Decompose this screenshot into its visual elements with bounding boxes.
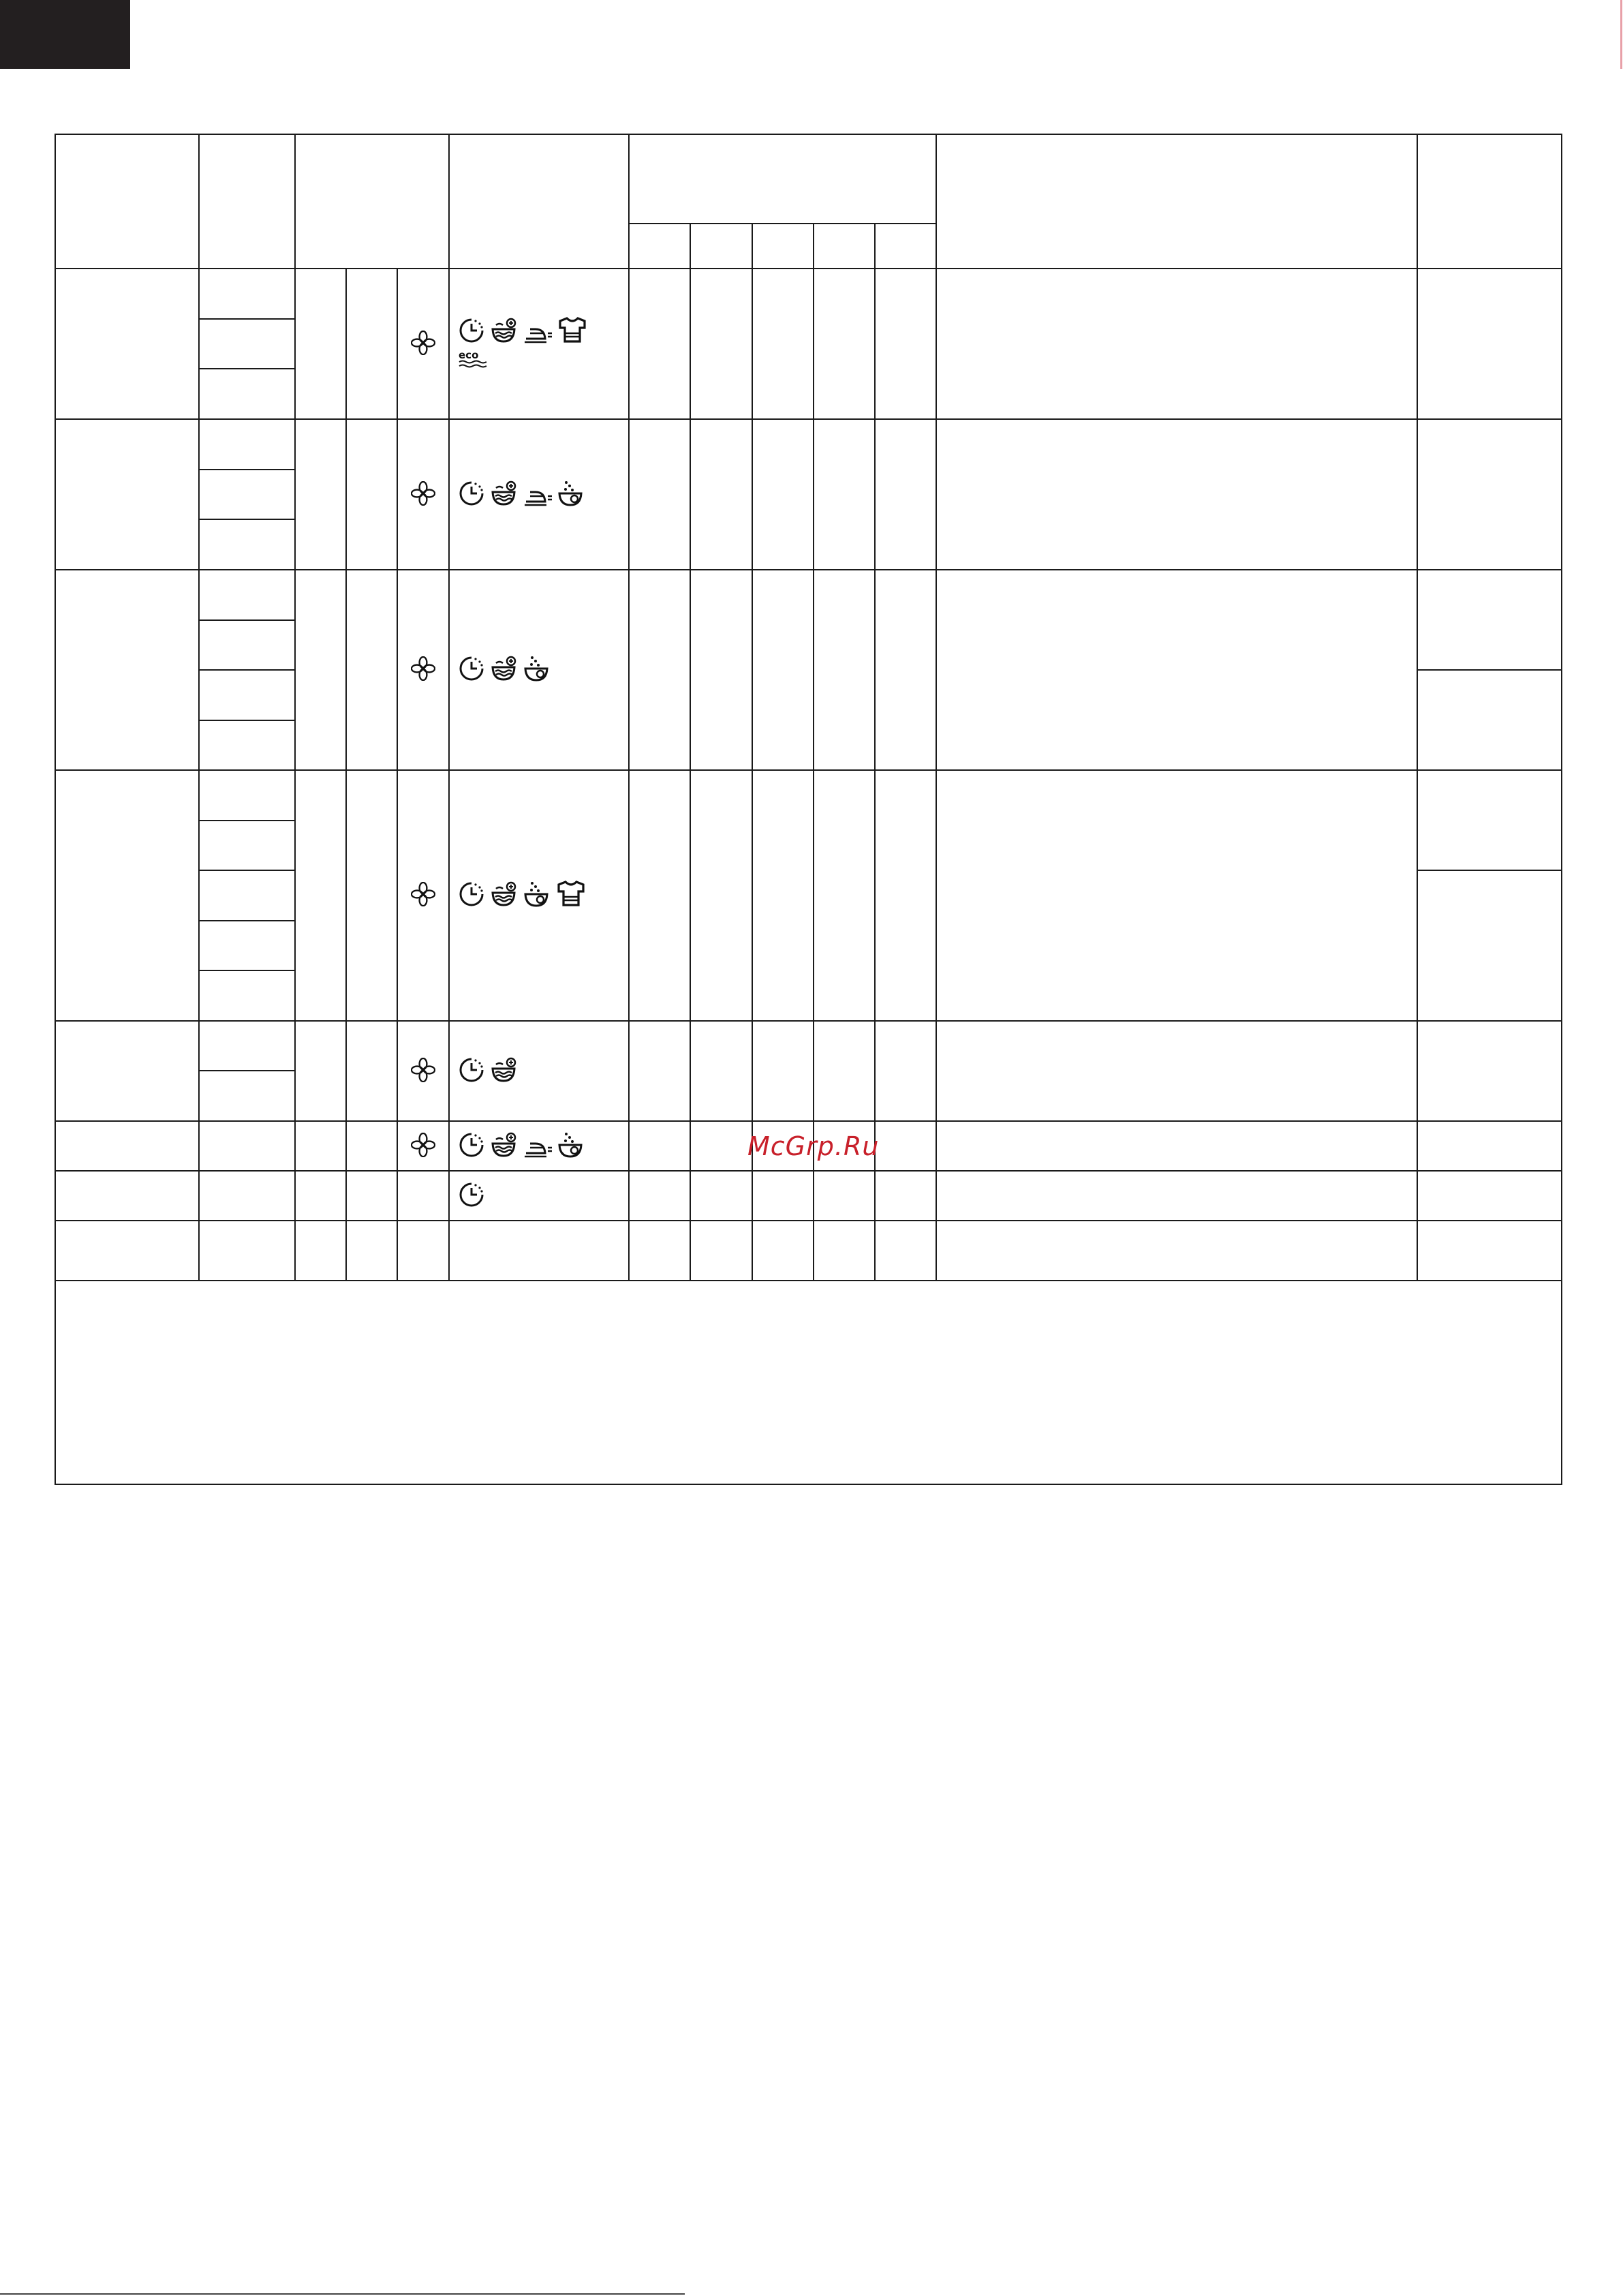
spin-cell: [752, 570, 814, 770]
detergent-cell: [346, 269, 397, 419]
spin-cell: [629, 570, 690, 770]
program-cell: [55, 770, 199, 1021]
temp-cell: [199, 570, 295, 620]
temp-cell: [199, 720, 295, 770]
description-cell: [936, 1021, 1417, 1121]
temp-cell: [199, 1121, 295, 1171]
option-icons: [458, 480, 621, 510]
detergent-cell: [295, 570, 346, 770]
watermark: McGrp.Ru: [747, 1131, 880, 1161]
spin-cell: [629, 1221, 690, 1281]
spin-cell: [875, 570, 936, 770]
detergent-cell: [295, 770, 346, 1021]
detergent-cell: [346, 570, 397, 770]
spin-cell: [690, 419, 752, 570]
detergent-cell: [295, 1021, 346, 1121]
option-icons: [458, 881, 621, 910]
detergent-cell: [346, 419, 397, 570]
temp-cell: [199, 419, 295, 470]
program-cell: [55, 1221, 199, 1281]
load-cell: [1417, 570, 1562, 670]
spin-cell: [814, 570, 875, 770]
spin-cell: [690, 269, 752, 419]
header-subcell: [752, 224, 814, 269]
spin-cell: [875, 1221, 936, 1281]
options-cell: [449, 1121, 629, 1171]
prewash-icon: [493, 319, 515, 341]
footnote-cell: [55, 1281, 1562, 1484]
header-subcell: [814, 224, 875, 269]
temp-cell: [199, 770, 295, 821]
temp-cell: [199, 1171, 295, 1221]
description-cell: [936, 770, 1417, 1021]
temp-cell: [199, 1221, 295, 1281]
spin-cell: [814, 1171, 875, 1221]
eco-icon: [459, 349, 486, 367]
detergent-cell: [295, 1171, 346, 1221]
header-cell-spin: [629, 134, 936, 224]
detergent-cell: [295, 1121, 346, 1171]
program-cell: [55, 1121, 199, 1171]
load-cell: [1417, 1121, 1562, 1171]
temp-cell: [199, 269, 295, 319]
header-cell-options: [449, 134, 629, 269]
spin-cell: [690, 1021, 752, 1121]
program-cell: [55, 570, 199, 770]
spin-cell: [814, 269, 875, 419]
softener-cell: [397, 1221, 448, 1281]
detergent-cell: [346, 770, 397, 1021]
program-cell: [55, 1171, 199, 1221]
spin-cell: [690, 1221, 752, 1281]
spin-cell: [752, 1021, 814, 1121]
program-cell: [55, 1021, 199, 1121]
temp-cell: [199, 670, 295, 720]
description-cell: [936, 1221, 1417, 1281]
softener-cell: [397, 269, 448, 419]
spin-cell: [752, 269, 814, 419]
header-subcell: [690, 224, 752, 269]
spin-cell: [629, 419, 690, 570]
detergent-cell: [346, 1021, 397, 1121]
description-cell: [936, 1171, 1417, 1221]
spin-cell: [814, 1221, 875, 1281]
program-cell: [55, 419, 199, 570]
spin-cell: [875, 1171, 936, 1221]
load-cell: [1417, 1221, 1562, 1281]
spin-cell: [752, 419, 814, 570]
spin-cell: [875, 419, 936, 570]
header-cell-load: [1417, 134, 1562, 269]
load-cell: [1417, 670, 1562, 770]
flower-symbol-icon: [411, 481, 435, 506]
spin-cell: [629, 1121, 690, 1171]
flower-symbol-icon: [411, 1133, 435, 1157]
spin-cell: [875, 1121, 936, 1171]
header-subcell: [629, 224, 690, 269]
options-cell: [449, 1221, 629, 1281]
temp-cell: [199, 620, 295, 670]
options-cell: [449, 419, 629, 570]
option-icons: [458, 1181, 621, 1211]
flower-symbol-icon: [411, 656, 435, 681]
header-cell-program: [55, 134, 199, 269]
timer-icon: [461, 320, 483, 341]
option-icons: [458, 655, 621, 685]
header-cell-temperature: [199, 134, 295, 269]
load-cell: [1417, 870, 1562, 1021]
options-cell: [449, 570, 629, 770]
temp-cell: [199, 369, 295, 419]
softener-cell: [397, 419, 448, 570]
spin-cell: [814, 770, 875, 1021]
spin-cell: [875, 1021, 936, 1121]
softener-cell: [397, 1171, 448, 1221]
header-cell-detergent: [295, 134, 448, 269]
temp-cell: [199, 870, 295, 921]
program-cell: [55, 269, 199, 419]
program-table: [55, 134, 1562, 1485]
spin-cell: [752, 770, 814, 1021]
spin-cell: [629, 269, 690, 419]
edge-mark: [1620, 0, 1622, 69]
spin-cell: [629, 1021, 690, 1121]
temp-cell: [199, 1021, 295, 1071]
spin-cell: [752, 1221, 814, 1281]
temp-cell: [199, 1071, 295, 1121]
spin-cell: [875, 770, 936, 1021]
softener-cell: [397, 770, 448, 1021]
load-cell: [1417, 269, 1562, 419]
description-cell: [936, 419, 1417, 570]
temp-cell: [199, 821, 295, 870]
description-cell: [936, 269, 1417, 419]
options-cell: [449, 269, 629, 419]
spin-cell: [752, 1171, 814, 1221]
spin-cell: [875, 269, 936, 419]
temp-cell: [199, 319, 295, 369]
load-cell: [1417, 1021, 1562, 1121]
flower-symbol-icon: [411, 1058, 435, 1082]
softener-cell: [397, 570, 448, 770]
page-tab: [0, 0, 130, 69]
description-cell: [936, 570, 1417, 770]
spin-cell: [690, 1121, 752, 1171]
spin-cell: [814, 1021, 875, 1121]
options-cell: [449, 770, 629, 1021]
spin-cell: [690, 570, 752, 770]
option-icons: [458, 1056, 621, 1086]
detergent-cell: [295, 419, 346, 570]
spin-cell: [629, 770, 690, 1021]
header-subcell: [875, 224, 936, 269]
description-cell: [936, 1121, 1417, 1171]
load-cell: [1417, 770, 1562, 870]
spin-cell: [814, 419, 875, 570]
easy-iron-icon: [525, 329, 552, 342]
header-cell-description: [936, 134, 1417, 269]
detergent-cell: [346, 1121, 397, 1171]
softener-cell: [397, 1021, 448, 1121]
temp-cell: [199, 519, 295, 570]
temp-cell: [199, 470, 295, 519]
temp-cell: [199, 970, 295, 1021]
shirt-icon: [560, 318, 585, 341]
load-cell: [1417, 419, 1562, 570]
detergent-cell: [295, 1221, 346, 1281]
spin-cell: [690, 770, 752, 1021]
softener-cell: [397, 1121, 448, 1171]
spin-cell: [629, 1171, 690, 1221]
options-cell: [449, 1171, 629, 1221]
flower-symbol-icon: [411, 882, 435, 906]
option-icons: [458, 317, 621, 371]
spin-cell: [690, 1171, 752, 1221]
temp-cell: [199, 921, 295, 970]
bottom-rule: [0, 2293, 685, 2295]
detergent-cell: [346, 1221, 397, 1281]
options-cell: [449, 1021, 629, 1121]
load-cell: [1417, 1171, 1562, 1221]
flower-symbol-icon: [411, 331, 435, 355]
detergent-cell: [346, 1171, 397, 1221]
detergent-cell: [295, 269, 346, 419]
option-icons: [458, 1131, 621, 1161]
